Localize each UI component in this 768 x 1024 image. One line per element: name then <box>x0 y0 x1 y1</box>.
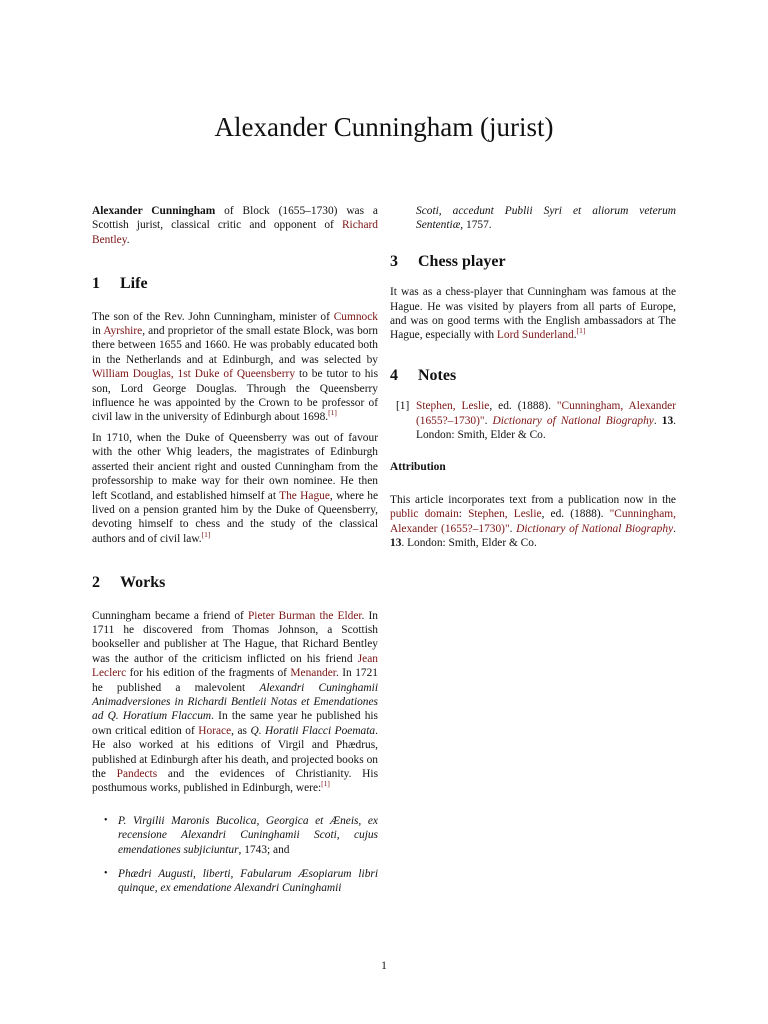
works-list <box>92 814 378 897</box>
link-jean-leclerc[interactable]: Jean Leclerc <box>92 652 378 680</box>
section-heading-works: 2 Works <box>92 574 166 592</box>
link-pieter-burman[interactable]: Pieter Burman the Elder <box>247 609 362 622</box>
citation-link[interactable]: [1] <box>201 529 211 539</box>
link-stephen-leslie[interactable]: Stephen, Leslie <box>416 400 490 413</box>
link-menander[interactable]: Menander <box>290 667 336 680</box>
link-article-title-2[interactable]: "Cunningham, Alexander (1655?–1730)" <box>390 508 676 535</box>
bullet-icon: • <box>104 868 108 880</box>
reference-item: [1] Stephen, Leslie, ed. (1888). "Cunningham, Alexander (1655?–1730)". Dictionary of National Biography. 13. London: Smith, Elder & Co. <box>390 399 676 442</box>
attribution-heading: Attribution <box>390 461 446 474</box>
link-public-domain[interactable]: public domain <box>390 508 459 521</box>
attribution-paragraph: This article incorporates text from a publication now in the public domain: Stephen, Leslie, ed. (1888). "Cunningham, Alexander (1655?–1730)". Dictionary of National Biography. 13. London: Smith, Elder & Co. <box>390 493 676 550</box>
link-article-title[interactable]: "Cunningham, Alexander (1655?–1730)" <box>416 400 676 427</box>
section-heading-life: 1 Life <box>92 275 148 293</box>
citation-link[interactable]: [1] <box>328 408 337 418</box>
link-horace[interactable]: Horace <box>198 724 232 737</box>
link-stephen-leslie-2[interactable]: Stephen, Leslie <box>468 508 542 521</box>
life-paragraph-1: The son of the Rev. John Cunningham, minister of Cumnock in Ayrshire, and proprietor of the small estate Block, was born there between 1655 and 1660. He was probably educated both in the Netherlands and at Edinburgh, and was selected by William Douglas, 1st Duke of Queensberry to be tutor to his son, Lord George Douglas. Through the Queensberry influence he was appointed by the Crown to be professor of civil law in the university of Edinburgh about 1698.[1] <box>92 310 378 424</box>
life-paragraph-2: In 1710, when the Duke of Queensberry was out of favour with the other Whig leaders, the magistrates of Edinburgh asserted their ancient right and ousted Cunningham from the professorship to make way for their own nominee. He then left Scotland, and established himself at The Hague, where he lived on a pension granted him by the Duke of Queensberry, devoting himself to chess and the study of the classical authors and of civil law.[1] <box>92 431 378 545</box>
page-number: 1 <box>381 960 387 972</box>
works-paragraph: Cunningham became a friend of Pieter Burman the Elder. In 1711 he discovered from Thomas Johnson, a Scottish bookseller and publisher at The Hague, that Richard Bentley was the author of the criticism inflicted on his friend Jean Leclerc for his edition of the fragments of Menander. In 1721 he published a malevolent Alexandri Cuninghamii Animadversiones in Richardi Bentleii Notas et Emendationes ad Q. Horatium Flaccum. In the same year he published his own critical edition of Horace, as Q. Horatii Flacci Poemata. He also worked at his editions of Virgil and Phædrus, published at Edinburgh after his death, and projected books on the Pandects and the evidences of Christianity. His posthumous works, published in Edinburgh, were:[1] <box>92 609 379 795</box>
list-item-continuation: Scoti, accedunt Publii Syri et aliorum veterum Sententiæ, 1757. <box>416 205 676 232</box>
link-richard-bentley[interactable]: Richard Bentley <box>92 219 378 246</box>
subject-name: Alexander Cunningham <box>92 205 216 217</box>
chess-paragraph: It was as a chess-player that Cunningham was famous at the Hague. He was visited by players from all parts of Europe, and was on good terms with the English ambassadors at The Hague, especially with Lord Sunderland.[1] <box>390 286 676 342</box>
reference-number: [1] <box>396 400 410 413</box>
link-pandects[interactable]: Pandects <box>116 768 158 780</box>
page-title: Alexander Cunningham (jurist) <box>214 112 554 142</box>
section-heading-notes: 4 Notes <box>390 366 457 384</box>
list-item: • P. Virgilii Maronis Bucolica, Georgica et Æneis, ex recensione Alexandri Cuninghamii Scoti, cujus emendationes subjiciuntur, 1743; and <box>104 814 378 856</box>
left-column <box>92 204 378 907</box>
link-duke-of-queensberry[interactable]: William Douglas, 1st Duke of Queensberry <box>92 368 296 381</box>
intro-paragraph: Alexander Cunningham of Block (1655–1730) was a Scottish jurist, classical critic and opponent of Richard Bentley. <box>92 205 378 246</box>
section-heading-chess: 3 Chess player <box>390 252 506 270</box>
link-dnb-2[interactable]: Dictionary of National Biography <box>516 522 674 535</box>
citation-link[interactable]: [1] <box>321 779 330 789</box>
link-ayrshire[interactable]: Ayrshire <box>103 325 143 338</box>
list-item-text-part1: Phædri Augusti, liberti, Fabularum Æsopiarum libri quinque, ex emendatione Alexandri Cuninghamii <box>118 868 378 895</box>
link-cumnock[interactable]: Cumnock <box>333 310 378 323</box>
link-dnb[interactable]: Dictionary of National Biography <box>492 414 654 427</box>
list-item <box>104 867 378 897</box>
citation-link[interactable]: [1] <box>576 326 586 336</box>
link-the-hague[interactable]: The Hague <box>279 489 330 502</box>
right-column <box>390 204 676 555</box>
bullet-icon: • <box>104 814 108 826</box>
link-lord-sunderland[interactable]: Lord Sunderland <box>496 329 574 342</box>
